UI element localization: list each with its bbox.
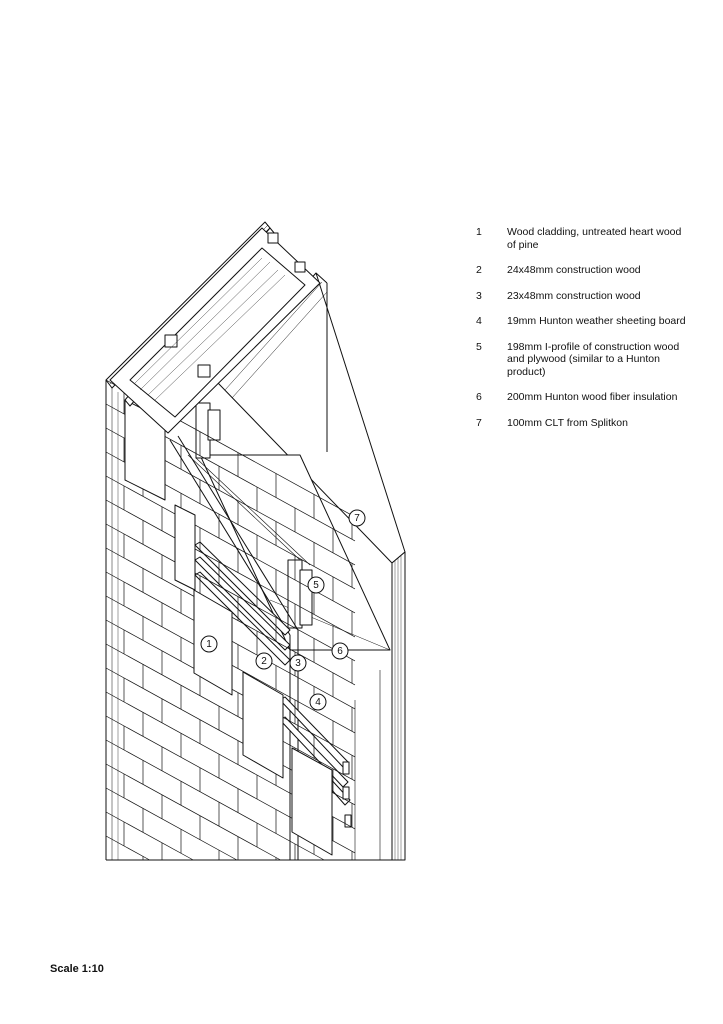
legend-number: 4 (476, 315, 482, 327)
legend-text: 23x48mm construction wood (507, 289, 641, 302)
legend-text: 200mm Hunton wood fiber insulation (507, 391, 678, 403)
callout-7 (349, 510, 365, 526)
shingle-course-line (106, 812, 193, 860)
callout-number: 1 (206, 639, 212, 650)
legend-item (476, 417, 686, 430)
shingle-course-line (106, 764, 281, 860)
legend-text: 19mm Hunton weather sheeting board (507, 315, 686, 327)
shingle-course-line (106, 740, 324, 860)
callout-number: 6 (337, 646, 343, 657)
legend-item (476, 226, 686, 251)
legend (476, 226, 686, 429)
legend-text: Wood cladding, untreated heart wood of pine (507, 226, 682, 251)
callout-6 (332, 643, 348, 659)
legend-text: 198mm I-profile of construction wood and plywood (similar to a Hunton product) (507, 340, 680, 378)
callout-number: 2 (261, 656, 267, 667)
legend-number: 1 (476, 226, 482, 238)
callout-number: 4 (315, 697, 321, 708)
legend-number: 5 (476, 340, 482, 353)
callout-4 (310, 694, 326, 710)
callout-5 (308, 577, 324, 593)
legend-number: 3 (476, 289, 482, 302)
legend-number: 2 (476, 264, 482, 276)
callout-number: 5 (313, 580, 319, 591)
legend-item (476, 290, 686, 303)
legend-text: 100mm CLT from Splitkon (507, 416, 628, 429)
scale-label: Scale 1:10 (50, 963, 104, 975)
legend-item (476, 264, 686, 277)
callout-number: 7 (354, 513, 360, 524)
legend-number: 7 (476, 416, 482, 429)
callout-1 (201, 636, 217, 652)
legend-text: 24x48mm construction wood (507, 264, 641, 276)
callout-number: 3 (295, 658, 301, 669)
legend-item (476, 315, 686, 328)
legend-item (476, 391, 686, 404)
shingle-course-line (106, 788, 237, 860)
legend-number: 6 (476, 391, 482, 403)
callout-3 (290, 655, 306, 671)
callout-2 (256, 653, 272, 669)
legend-item (476, 341, 686, 379)
